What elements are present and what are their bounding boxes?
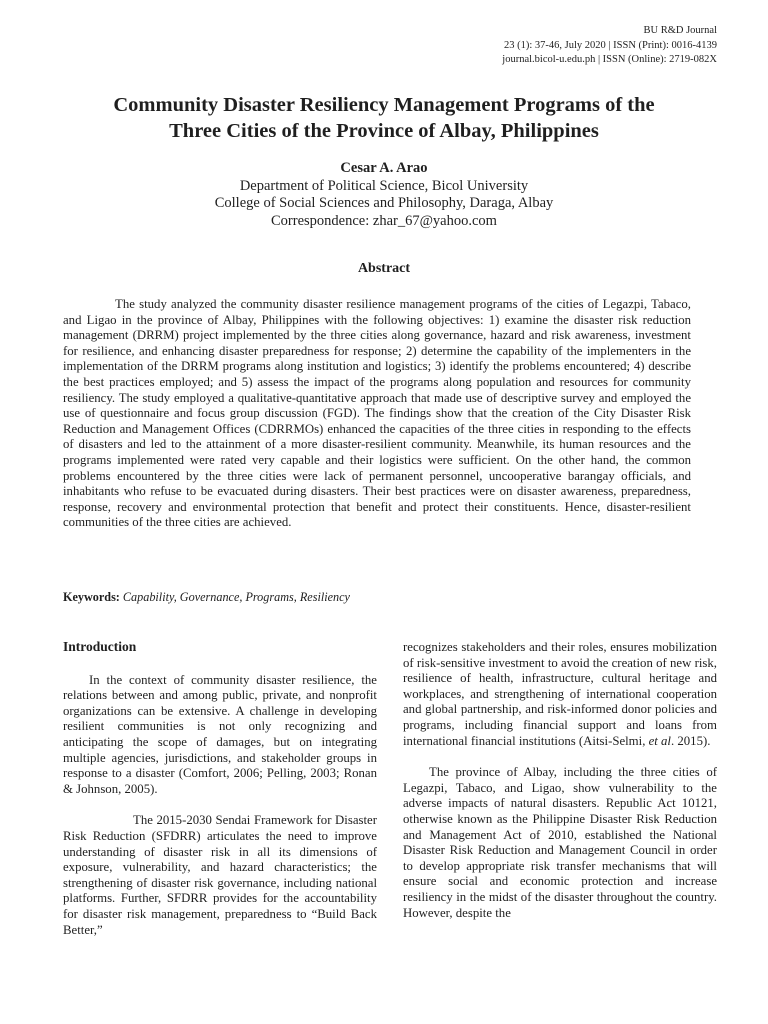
paper-title-line-2: Three Cities of the Province of Albay, Philippines xyxy=(169,120,599,142)
journal-url-issn: journal.bicol-u.edu.ph | ISSN (Online): 2719-082X xyxy=(502,54,717,65)
intro-paragraph-2: The 2015-2030 Sendai Framework for Disaster Risk Reduction (SFDRR) articulates the need to improve understanding of disaster risk in all its dimensions of exposure, vulnerability, and hazard characteristics; the strengthening of disaster risk governance, including national platforms. Further, SFDRR provides for the accountability for disaster risk management, preparedness to “Build Back Better,” xyxy=(63,813,377,937)
journal-header xyxy=(502,24,717,68)
body-column-right xyxy=(403,640,717,937)
paper-title-line-1: Community Disaster Resiliency Management Programs of the xyxy=(113,94,655,116)
intro-paragraph-1: In the context of community disaster resilience, the relations between and among public, private, and nonprofit organizations can be extensive. A challenge in developing resilient communities is not only recognizing and anticipating the scope of damages, but on integrating multiple agencies, jurisdictions, and stakeholder groups in response to a disaster (Comfort, 2006; Pelling, 2003; Ronan & Johnson, 2005). xyxy=(63,672,377,796)
keywords-label: Keywords: xyxy=(63,590,120,604)
author-correspondence: Correspondence: zhar_67@yahoo.com xyxy=(271,212,497,229)
paper-title xyxy=(40,92,728,144)
intro-paragraph-4: The province of Albay, including the three cities of Legazpi, Tabaco, and Ligao, show vulnerability to the adverse impacts of natural disasters. Republic Act 10121, otherwise known as the Philippine Disaster Risk Reduction and Management Act of 2010, established the National Disaster Risk Reduction and Management Council in order to develop appropriate risk transfer mechanisms that will ensure social and economic protection and increase resiliency in the midst of the disaster throughout the country. However, despite the xyxy=(403,765,717,920)
author-block xyxy=(60,160,708,230)
intro-paragraph-3-etal: et al xyxy=(648,733,671,748)
keywords-list: Capability, Governance, Programs, Resiliency xyxy=(122,590,350,604)
author-college: College of Social Sciences and Philosophy, Daraga, Albay xyxy=(214,195,554,211)
author-name: Cesar A. Arao xyxy=(340,160,428,176)
keywords-line xyxy=(63,590,703,605)
intro-paragraph-3-start: recognizes stakeholders and their roles, ensures mobilization of risk-sensitive investment to avoid the creation of new risk, resilience of health, infrastructure, cultural heritage and workplaces, and strengthening of international cooperation and global partnership, and risk-informed donor policies and programs, including financial support and loans from international financial institutions (Aitsi-Selmi, xyxy=(403,640,717,748)
body-column-left xyxy=(63,639,377,954)
journal-volume-issn: 23 (1): 37-46, July 2020 | ISSN (Print): 0016-4139 xyxy=(504,39,717,51)
abstract-heading: Abstract xyxy=(357,261,411,276)
author-department: Department of Political Science, Bicol University xyxy=(239,177,529,194)
intro-paragraph-3-end: . 2015). xyxy=(670,733,711,748)
intro-paragraph-3 xyxy=(403,640,717,749)
abstract-text: The study analyzed the community disaster resilience management programs of the cities of Legazpi, Tabaco, and Ligao in the province of Albay, Philippines with the following objectives: 1) examine the disaster risk reduction management (DRRM) project implemented by the three cities along governance, hazard and risk awareness, investment for resilience, and enhancing disaster preparedness for response; 2) determine the capability of the implementers in the implementation of the DRRM programs along institution and logistics; 3) identify the problems encountered; 4) describe the best practices employed; and 5) assess the impact of the programs along population and resources for community resiliency. The study employed a qualitative-quantitative approach that made use of descriptive survey and employed the use of questionnaire and focus group discussion (FGD). The findings show that the creation of the City Disaster Risk Reduction and Management Offices (CDRRMOs) enhanced the capacities of the three cities in responding to the effects of disasters and led to the attainment of a more disaster-resilient community. Meanwhile, its human resources and the programs implemented were rated very capable and their logistics were sufficient. On the other hand, the common problems encountered by the three cities were lack of permanent personnel, uncooperative barangay officials, and inhabitants who refuse to be evacuated during disasters. Their best practices were on disaster awareness, preparedness, response, recovery and environmental protection that benefit and protect their constituents. Hence, disaster-resilient communities of the three cities are achieved. xyxy=(63,297,691,530)
journal-name: BU R&D Journal xyxy=(643,25,717,36)
introduction-heading: Introduction xyxy=(63,639,137,654)
